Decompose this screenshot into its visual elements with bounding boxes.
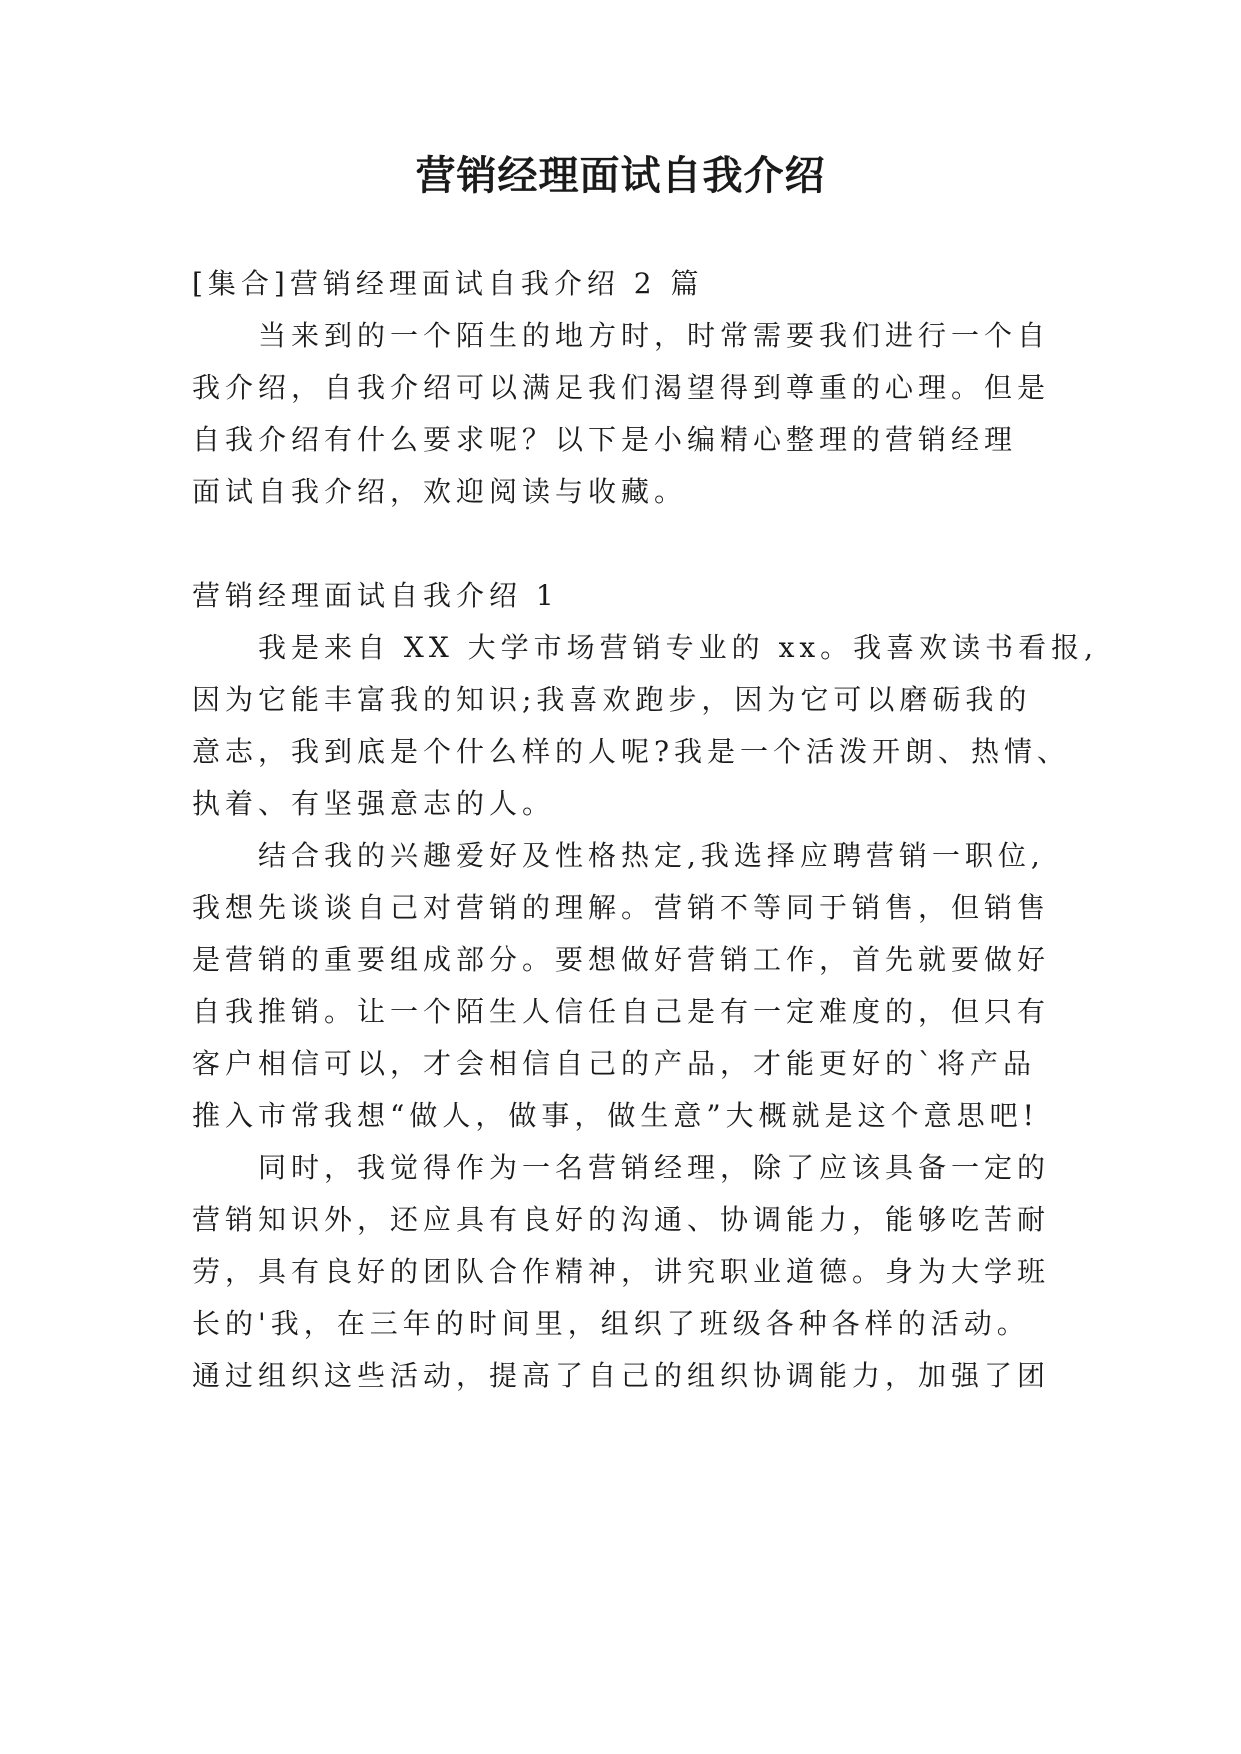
text-line: 通过组织这些活动，提高了自己的组织协调能力，加强了团 [192, 1359, 1051, 1392]
text-line: 面试自我介绍，欢迎阅读与收藏。 [192, 475, 688, 508]
text-line: 长的'我，在三年的时间里，组织了班级各种各样的活动。 [192, 1307, 1030, 1340]
text-line: 是营销的重要组成部分。要想做好营销工作，首先就要做好 [192, 943, 1051, 976]
section-heading: 营销经理面试自我介绍 1 [192, 579, 559, 612]
text-line: 劳，具有良好的团队合作精神，讲究职业道德。身为大学班 [192, 1255, 1051, 1288]
text-line: 我介绍，自我介绍可以满足我们渴望得到尊重的心理。但是 [192, 371, 1051, 404]
text-line: 当来到的一个陌生的地方时，时常需要我们进行一个自 [258, 319, 1051, 352]
doc-subtitle: [集合]营销经理面试自我介绍 2 篇 [192, 267, 704, 300]
text-line: 执着、有坚强意志的人。 [192, 787, 556, 820]
text-line: 同时，我觉得作为一名营销经理，除了应该具备一定的 [258, 1151, 1051, 1184]
document-title: 营销经理面试自我介绍 [415, 153, 826, 199]
text-line: 营销知识外，还应具有良好的沟通、协调能力，能够吃苦耐 [192, 1203, 1051, 1236]
text-line: 我是来自 XX 大学市场营销专业的 xx。我喜欢读书看报, [258, 631, 1099, 664]
text-line: 推入市常我想“做人，做事，做生意”大概就是这个意思吧! [192, 1099, 1039, 1132]
text-line: 客户相信可以，才会相信自己的产品，才能更好的`将产品 [192, 1047, 1037, 1080]
text-line: 结合我的兴趣爱好及性格热定,我选择应聘营销一职位, [258, 839, 1045, 872]
text-line: 自我介绍有什么要求呢？以下是小编精心整理的营销经理 [192, 423, 1018, 456]
text-line: 意志，我到底是个什么样的人呢?我是一个活泼开朗、热情、 [192, 735, 1071, 768]
text-line: 因为它能丰富我的知识;我喜欢跑步，因为它可以磨砺我的 [192, 683, 1032, 716]
text-line: 我想先谈谈自己对营销的理解。营销不等同于销售，但销售 [192, 891, 1051, 924]
text-line: 自我推销。让一个陌生人信任自己是有一定难度的，但只有 [192, 995, 1051, 1028]
